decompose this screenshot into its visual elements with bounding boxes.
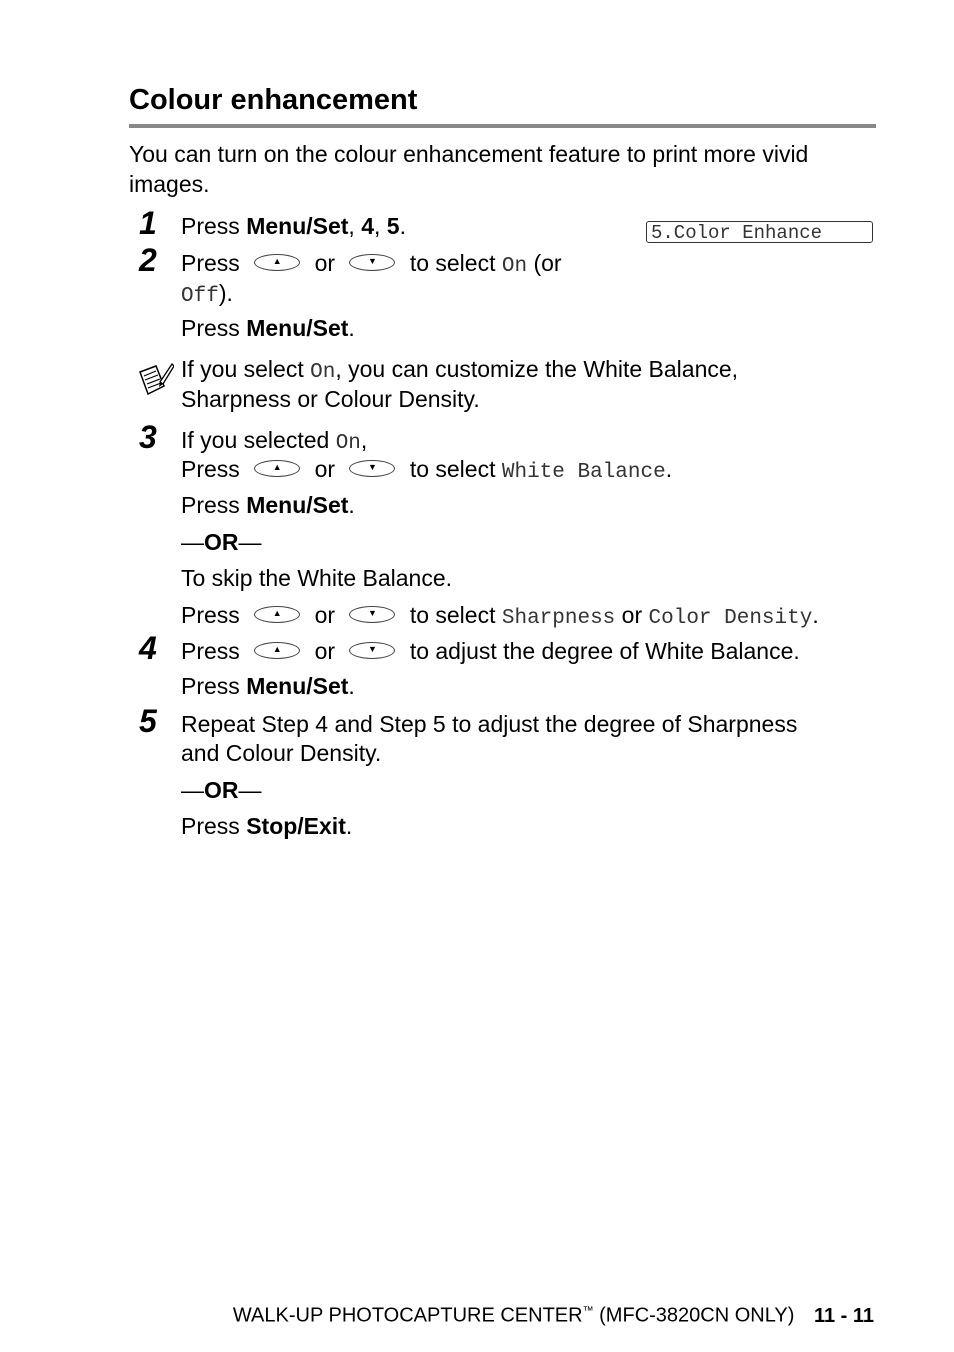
step3-line-4 (181, 601, 819, 633)
dash: — (181, 529, 204, 555)
step-number-3: 3 (139, 419, 157, 455)
press-text: Press (181, 456, 240, 482)
step4-line-2 (181, 672, 355, 701)
step-number-5: 5 (139, 703, 157, 739)
page-title: Colour enhancement (129, 84, 418, 116)
period: . (348, 673, 355, 699)
comma: , (360, 427, 368, 453)
or-text: or (314, 638, 336, 664)
up-arrow-button-icon: ▲ (254, 460, 300, 477)
period: . (812, 602, 819, 628)
lcd-text: 5.Color Enhance (651, 222, 823, 244)
key-4: 4 (361, 213, 374, 239)
down-arrow-button-icon: ▼ (349, 254, 395, 271)
step3-skip: To skip the White Balance. (181, 565, 453, 591)
menu-set-key: Menu/Set (246, 673, 349, 699)
note-line-1 (181, 355, 738, 387)
footer-title: WALK-UP PHOTOCAPTURE CENTER (232, 1304, 583, 1327)
page-number: 11 - 11 (813, 1304, 874, 1327)
option-on: On (501, 255, 528, 278)
lcd-display (646, 221, 873, 243)
intro-line-2: images. (129, 171, 210, 197)
down-arrow-button-icon: ▼ (349, 606, 395, 623)
or-separator (181, 528, 262, 557)
period: . (345, 813, 353, 839)
close-paren: ). (218, 280, 233, 306)
press-text: Press (181, 813, 240, 839)
step4-text: to adjust the degree of White Balance. (409, 638, 800, 664)
press-text: Press (181, 602, 240, 628)
option-off: Off (181, 285, 219, 308)
step5-line-2: and Colour Density. (181, 740, 382, 766)
press-text: Press (181, 213, 240, 239)
note-post: , you can customize the White Balance, (335, 356, 739, 382)
comma: , (348, 213, 362, 239)
step3-line-3 (181, 491, 355, 520)
period: . (665, 456, 673, 482)
step5-line-1: Repeat Step 4 and Step 5 to adjust the degree of Sharpness (181, 711, 798, 737)
step4-line-1 (181, 637, 800, 666)
step2-line-1 (181, 249, 562, 281)
key-5: 5 (386, 213, 400, 239)
or-text: or (314, 602, 336, 628)
press-text: Press (181, 315, 240, 341)
up-arrow-button-icon: ▲ (254, 606, 300, 623)
menu-set-key: Menu/Set (246, 315, 349, 341)
step2-line-2 (181, 279, 233, 311)
dash: — (181, 777, 204, 803)
option-on: On (335, 432, 361, 455)
to-select-text: to select (409, 250, 496, 276)
or-paren: (or (527, 250, 562, 276)
press-text: Press (181, 492, 240, 518)
dash: — (238, 777, 262, 803)
step1-line (181, 212, 406, 241)
up-arrow-button-icon: ▲ (254, 642, 300, 659)
step2-line-3 (181, 314, 355, 343)
menu-set-key: Menu/Set (246, 492, 349, 518)
dash: — (238, 529, 262, 555)
option-on: On (310, 361, 336, 384)
option-sharpness: Sharpness (501, 607, 616, 630)
or-text: or (314, 456, 336, 482)
note-pre: If you select (181, 356, 311, 382)
if-selected-text: If you selected (181, 427, 336, 453)
up-arrow-button-icon: ▲ (254, 254, 300, 271)
or-text: or (314, 250, 336, 276)
or-text: or (621, 602, 643, 628)
step-number-1: 1 (139, 205, 157, 241)
step5-line-3 (181, 812, 352, 841)
trademark: ™ (582, 1305, 594, 1317)
to-select-text: to select (409, 602, 496, 628)
down-arrow-button-icon: ▼ (349, 642, 395, 659)
press-text: Press (181, 673, 240, 699)
press-text: Press (181, 250, 240, 276)
step3-line-1 (181, 426, 367, 458)
option-color-density: Color Density (648, 607, 813, 630)
or-separator (181, 776, 262, 805)
or-word: OR (204, 529, 239, 555)
page-footer (233, 1298, 874, 1329)
intro-line-1: You can turn on the colour enhancement feature to print more vivid (129, 141, 809, 167)
menu-set-key: Menu/Set (246, 213, 349, 239)
heading-rule (129, 124, 876, 128)
note-line-2: Sharpness or Colour Density. (181, 386, 480, 412)
note-pencil-icon (136, 362, 174, 398)
period: . (348, 315, 355, 341)
comma: , (374, 213, 387, 239)
or-word: OR (204, 777, 239, 803)
step-number-4: 4 (139, 630, 157, 666)
period: . (399, 213, 406, 239)
period: . (348, 492, 355, 518)
step-number-2: 2 (139, 242, 157, 278)
step3-line-2 (181, 455, 672, 487)
press-text: Press (181, 638, 240, 664)
down-arrow-button-icon: ▼ (349, 460, 395, 477)
to-select-text: to select (409, 456, 496, 482)
option-white-balance: White Balance (501, 461, 666, 484)
stop-exit-key: Stop/Exit (246, 813, 346, 839)
footer-model: (MFC-3820CN ONLY) (593, 1304, 795, 1327)
